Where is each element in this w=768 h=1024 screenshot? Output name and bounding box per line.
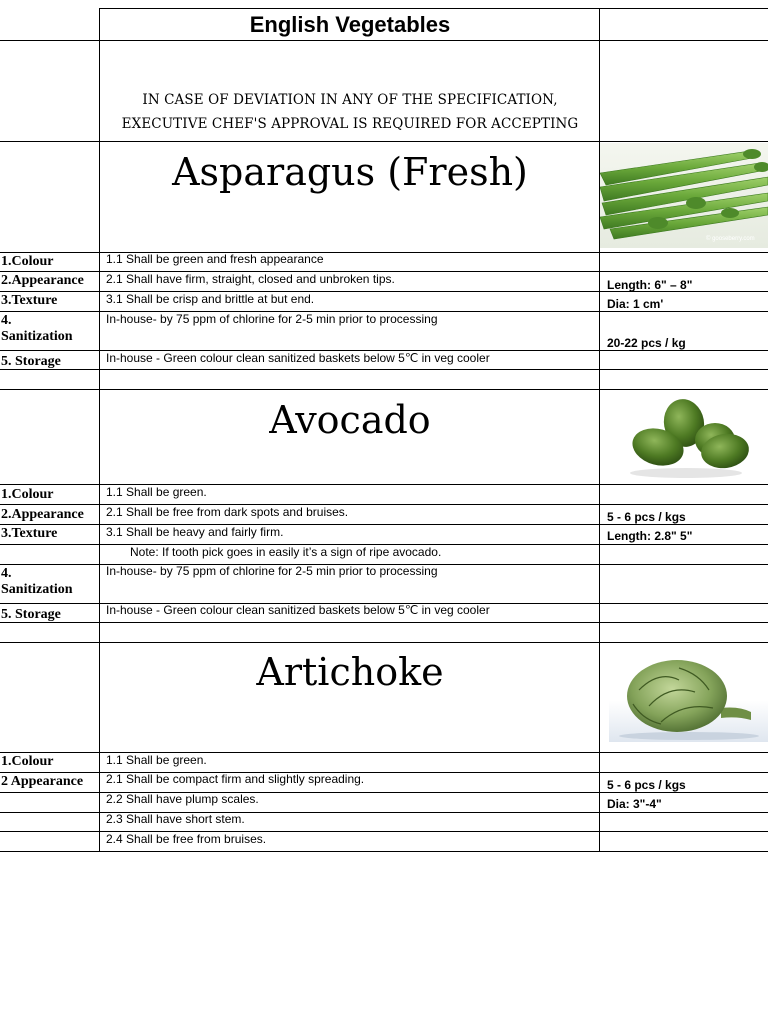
row-label-appearance: 2 Appearance — [1, 774, 84, 789]
page-title: English Vegetables — [249, 12, 451, 37]
table-border — [0, 389, 768, 390]
table-border — [0, 369, 768, 370]
spec-length: Length: 2.8" 5" — [607, 529, 693, 543]
spec-text: 2.4 Shall be free from bruises. — [106, 832, 267, 846]
spec-length: Length: 6" – 8" — [607, 278, 693, 292]
row-label-appearance: 2.Appearance — [1, 273, 84, 288]
table-border — [0, 851, 768, 852]
spec-text: In-house - Green colour clean sanitized baskets below 5℃ in veg cooler — [106, 603, 490, 617]
spec-text: In-house- by 75 ppm of chlorine for 2-5 min prior to processing — [106, 564, 438, 578]
vegetable-title: Asparagus (Fresh) — [172, 150, 528, 194]
row-label-storage: 5. Storage — [1, 354, 61, 369]
asparagus-image — [600, 143, 768, 248]
row-label-texture: 3.Texture — [1, 526, 58, 541]
row-label-colour: 1.Colour — [1, 254, 54, 269]
table-border — [0, 642, 768, 643]
spec-text: 3.1 Shall be crisp and brittle at but end. — [106, 292, 315, 306]
row-label-texture: 3.Texture — [1, 293, 58, 308]
spec-text: 2.1 Shall be free from dark spots and bruises. — [106, 505, 349, 519]
table-border — [0, 141, 768, 142]
row-label-number: 4. — [1, 313, 12, 328]
spec-diameter: Dia: 3"-4" — [607, 797, 662, 811]
approval-notice — [100, 88, 600, 136]
spec-text: 2.1 Shall have firm, straight, closed and unbroken tips. — [106, 272, 395, 286]
table-border — [0, 622, 768, 623]
spec-text: 1.1 Shall be green. — [106, 485, 207, 499]
vegetable-title: Artichoke — [256, 650, 444, 694]
row-label-colour: 1.Colour — [1, 754, 54, 769]
spec-count: 20-22 pcs / kg — [607, 336, 686, 350]
row-label-number: 4. — [1, 566, 12, 581]
spec-text: In-house - Green colour clean sanitized baskets below 5℃ in veg cooler — [106, 351, 490, 365]
artichoke-image — [609, 650, 768, 742]
spec-text: 3.1 Shall be heavy and fairly firm. — [106, 525, 284, 539]
spec-text: 2.1 Shall be compact firm and slightly spreading. — [106, 772, 365, 786]
row-label-sanitization: Sanitization — [1, 329, 73, 344]
avocado-image — [620, 395, 758, 479]
image-watermark: © gooseberry.com — [706, 236, 755, 242]
spec-count: 5 - 6 pcs / kgs — [607, 510, 686, 524]
notice-line: IN CASE OF DEVIATION IN ANY OF THE SPECIFICATION, — [142, 92, 558, 108]
row-label-appearance: 2.Appearance — [1, 507, 84, 522]
spec-text: 1.1 Shall be green and fresh appearance — [106, 252, 324, 266]
notice-line: EXECUTIVE CHEF'S APPROVAL IS REQUIRED FOR ACCEPTING — [121, 116, 579, 132]
row-label-storage: 5. Storage — [1, 607, 61, 622]
spec-diameter: Dia: 1 cm' — [607, 297, 664, 311]
spec-text: In-house- by 75 ppm of chlorine for 2-5 min prior to processing — [106, 312, 438, 326]
row-label-sanitization: Sanitization — [1, 582, 73, 597]
spec-note: Note: If tooth pick goes in easily it’s a sign of ripe avocado. — [130, 545, 442, 559]
vegetable-title: Avocado — [269, 398, 431, 442]
row-label-colour: 1.Colour — [1, 487, 54, 502]
spec-count: 5 - 6 pcs / kgs — [607, 778, 686, 792]
spec-text: 1.1 Shall be green. — [106, 753, 207, 767]
spec-text: 2.2 Shall have plump scales. — [106, 792, 259, 806]
spec-text: 2.3 Shall have short stem. — [106, 812, 245, 826]
